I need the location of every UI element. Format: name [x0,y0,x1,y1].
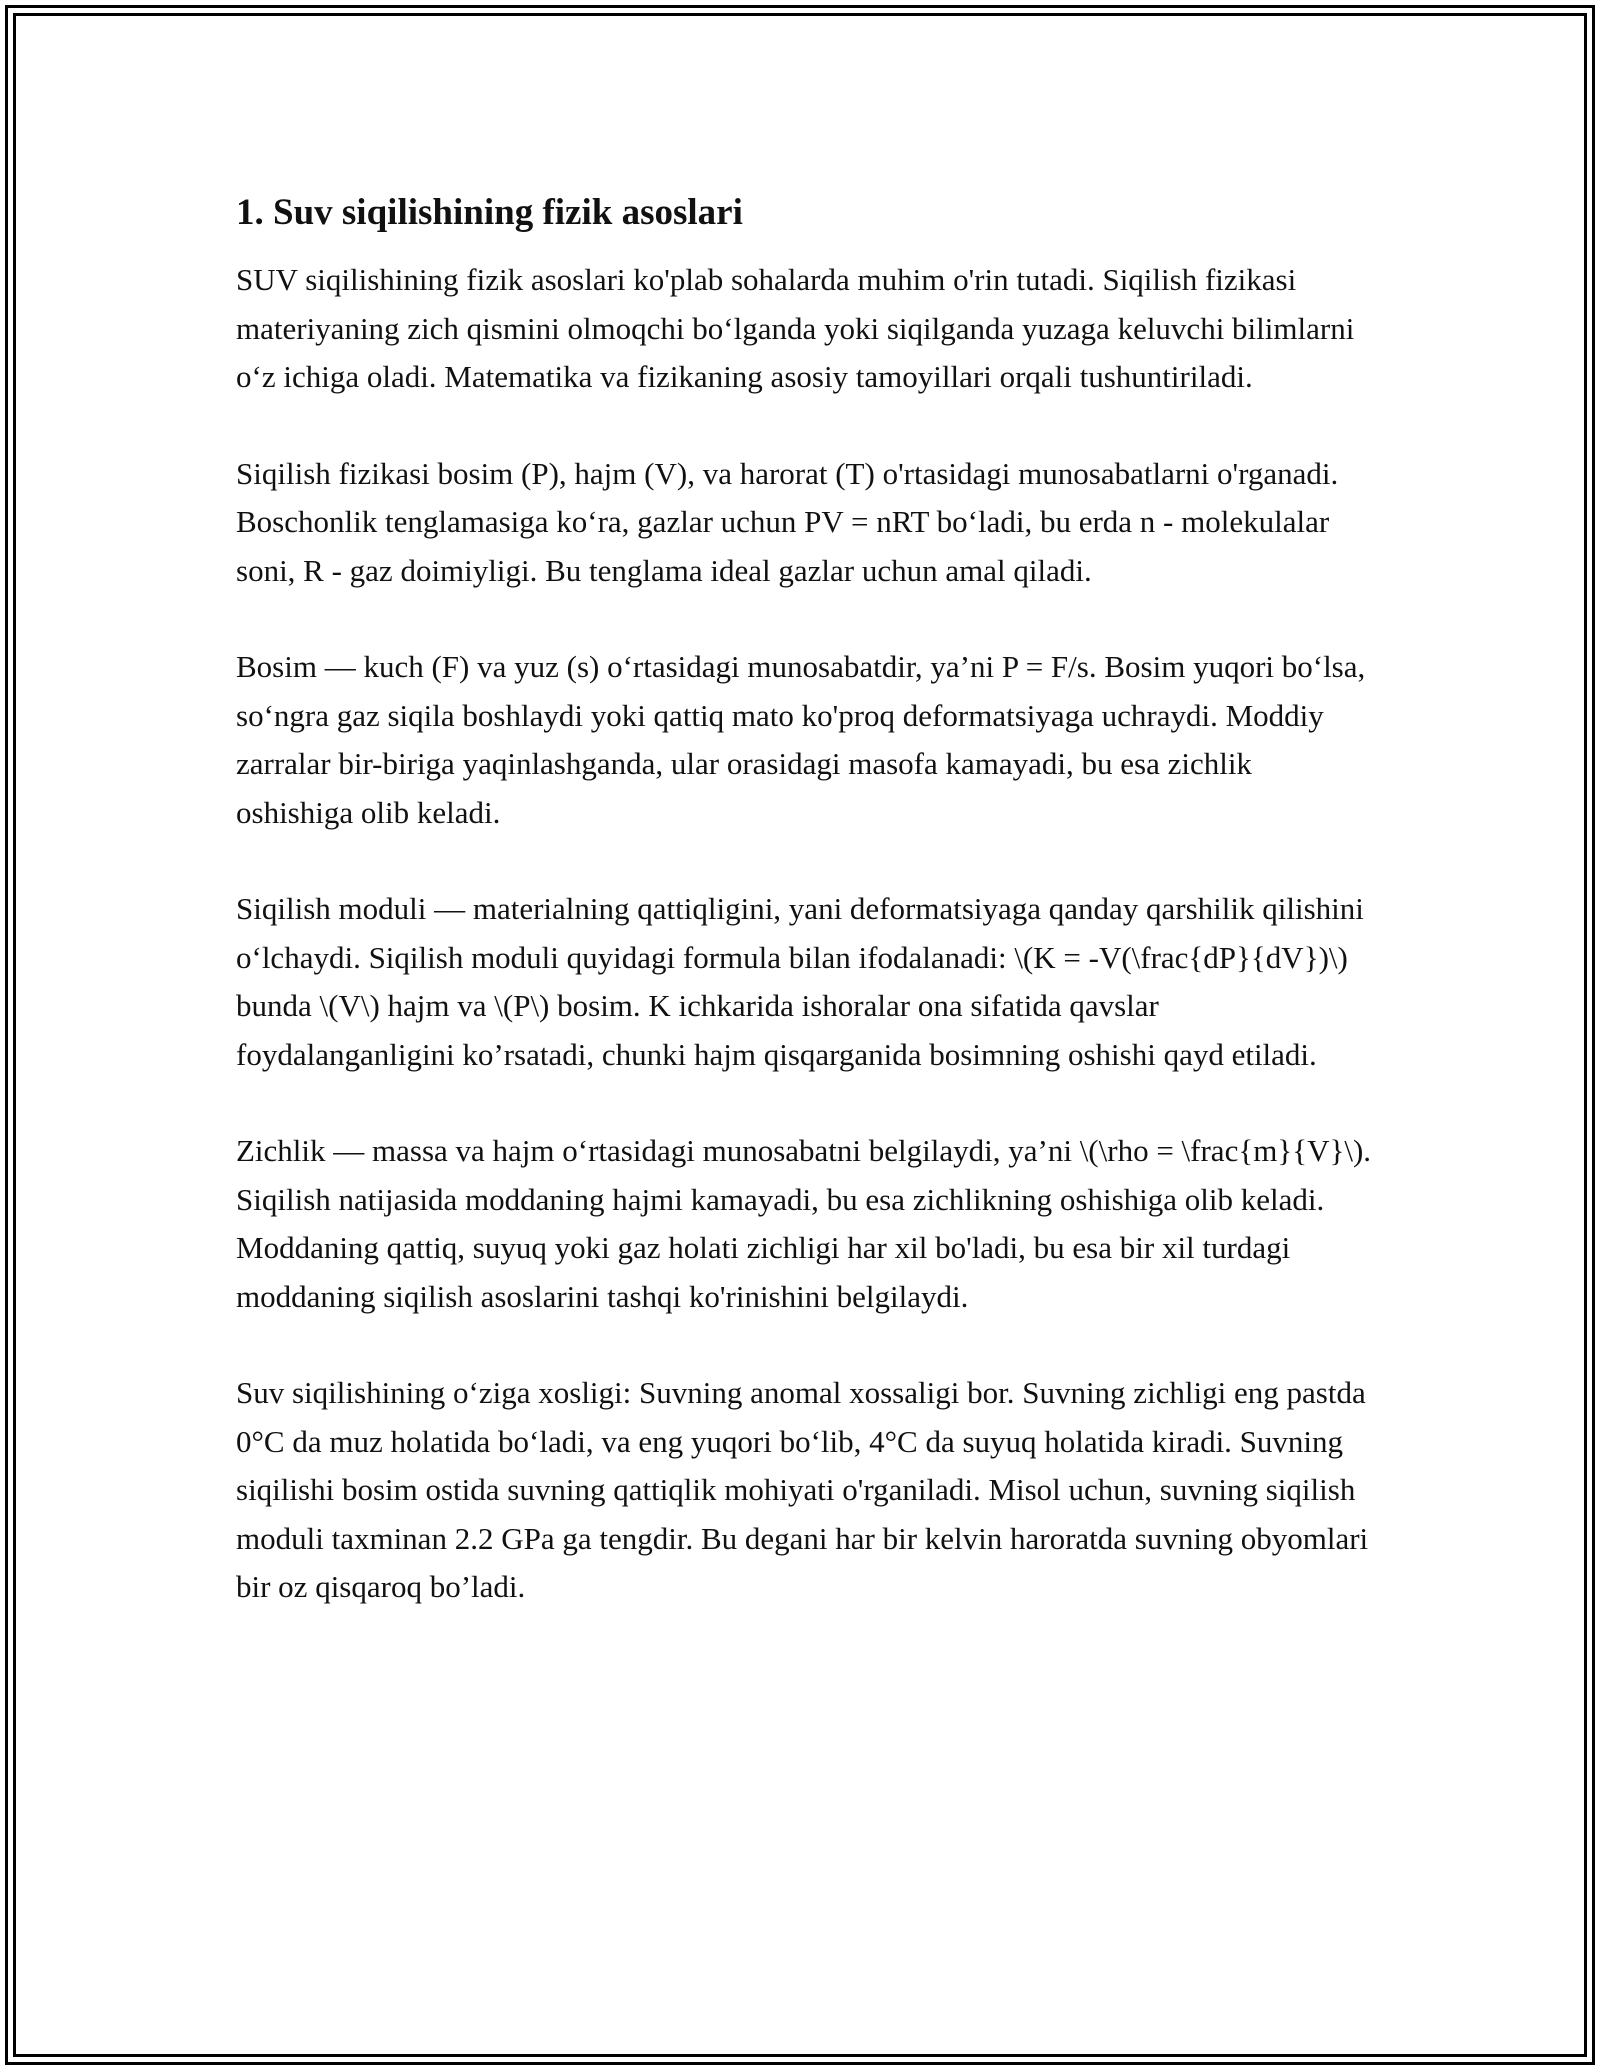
paragraph-gas-law: Siqilish fizikasi bosim (P), hajm (V), va harorat (T) o'rtasidagi munosabatlarni o'rganadi. Boschonlik tenglamasiga ko‘ra, gazlar uchun PV = nRT bo‘ladi, bu erda n - molekulalar soni, R - gaz doimiyligi. Bu tenglama ideal gazlar uchun amal qiladi. [236,455,1339,588]
paragraph-pressure: Bosim — kuch (F) va yuz (s) o‘rtasidagi munosabatdir, ya’ni P = F/s. Bosim yuqori bo‘lsa, so‘ngra gaz siqila boshlaydi yoki qattiq mato ko'proq deformatsiyaga uchraydi. Moddiy zarralar bir-biriga yaqinlashganda, ular orasidagi masofa kamayadi, bu esa zichlik oshishiga olib keladi. [236,649,1366,830]
paragraph-density: Zichlik — massa va hajm o‘rtasidagi munosabatni belgilaydi, ya’ni \(\rho = \frac{m}{V}\). Siqilish natijasida moddaning hajmi kamayadi, bu esa zichlikning oshishiga olib keladi. Moddaning qattiq, suyuq yoki gaz holati zichligi har xil bo'ladi, bu esa bir xil turdagi moddaning siqilish asoslarini tashqi ko'rinishini belgilaydi. [236,1133,1372,1314]
paragraph-bulk-modulus: Siqilish moduli — materialning qattiqligini, yani deformatsiyaga qanday qarshilik qilishini o‘lchaydi. Siqilish moduli quyidagi formula bilan ifodalanadi: \(K = -V(\frac{dP}{dV})\) bunda \(V\) hajm va \(P\) bosim. K ichkarida ishoralar ona sifatida qavslar foydalanganligini ko’rsatadi, chunki hajm qisqarganida bosimning oshishi qayd etiladi. [236,891,1364,1072]
paragraph-water-anomaly: Suv siqilishining o‘ziga xosligi: Suvning anomal xossaligi bor. Suvning zichligi eng pastda 0°C da muz holatida bo‘ladi, va eng yuqori bo‘lib, 4°C da suyuq holatida kiradi. Suvning siqilishi bosim ostida suvning qattiqlik mohiyati o'rganiladi. Misol uchun, suvning siqilish moduli taxminan 2.2 GPa ga tengdir. Bu degani har bir kelvin haroratda suvning obyomlari bir oz qisqaroq bo’ladi. [236,1375,1369,1604]
section-heading: 1. Suv siqilishining fizik asoslari [236,192,743,233]
document-body [236,188,1376,1612]
paragraph-intro: SUV siqilishining fizik asoslari ko'plab sohalarda muhim o'rin tutadi. Siqilish fizikasi materiyaning zich qismini olmoqchi bo‘lganda yoki siqilganda yuzaga keluvchi bilimlarni o‘z ichiga oladi. Matematika va fizikaning asosiy tamoyillari orqali tushuntiriladi. [236,262,1355,394]
